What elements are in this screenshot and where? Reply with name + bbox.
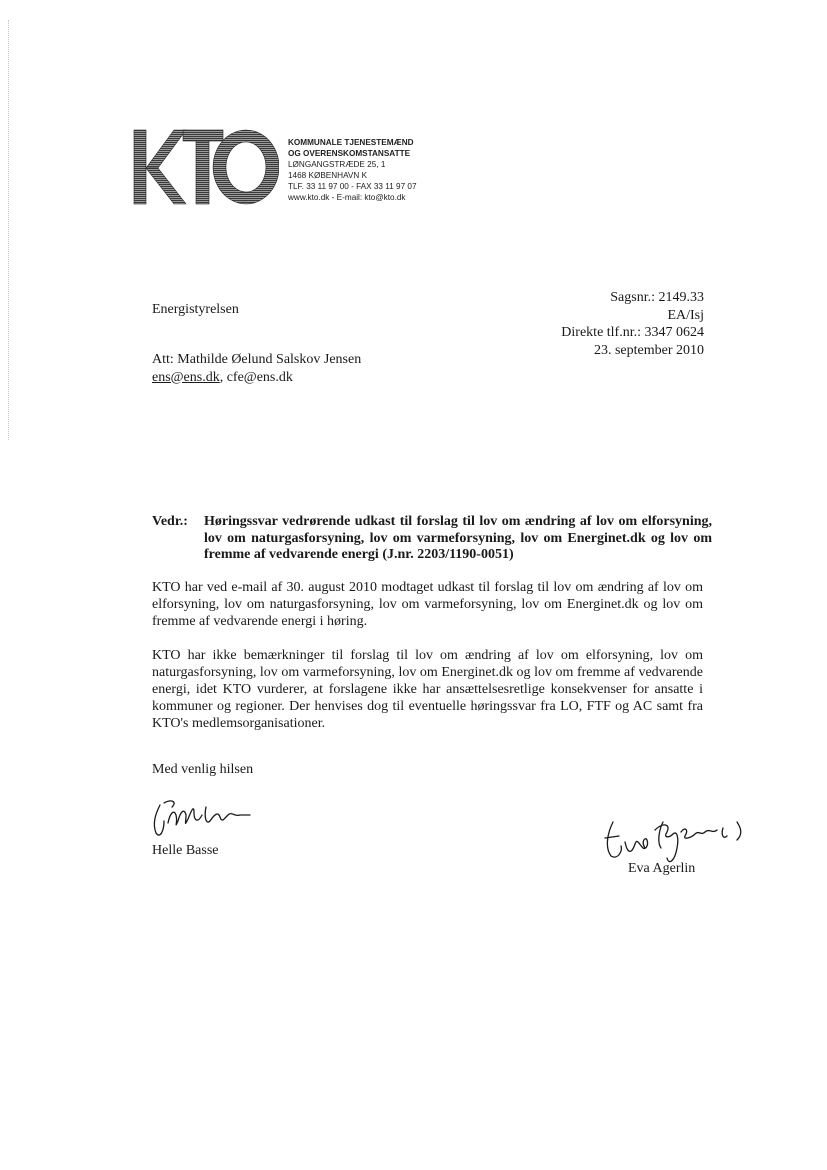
reference-block xyxy=(444,289,704,359)
letterhead-line: TLF. 33 11 97 00 - FAX 33 11 97 07 xyxy=(288,182,417,191)
attention-block xyxy=(152,351,361,386)
direct-phone: Direkte tlf.nr.: 3347 0624 xyxy=(561,325,704,340)
email-secondary: cfe@ens.dk xyxy=(226,369,293,385)
email-line xyxy=(152,369,361,387)
email-link[interactable]: ens@ens.dk xyxy=(152,369,220,385)
signatory-name: Helle Basse xyxy=(152,843,219,858)
initials: EA/Isj xyxy=(667,307,704,323)
subject-text: Høringssvar vedrørende udkast til forslag til lov om ændring af lov om elforsyning, lov om naturgasforsyning, lov om varmeforsyning, lov om Energinet.dk og lov om fremme af vedvarende energi (J.nr. 2203/1190-0051) xyxy=(204,514,712,562)
letterhead-line: KOMMUNALE TJENESTEMÆND xyxy=(288,138,414,147)
kto-logo xyxy=(133,128,279,208)
letter-date: 23. september 2010 xyxy=(593,342,704,358)
closing: Med venlig hilsen xyxy=(152,762,254,777)
signatory-name: Eva Agerlin xyxy=(628,861,696,876)
subject-label: Vedr.: xyxy=(152,514,188,529)
letterhead-line: OG OVERENSKOMSTANSATTE xyxy=(288,149,411,158)
attention-line: Att: Mathilde Øelund Salskov Jensen xyxy=(152,352,362,367)
subject-block xyxy=(152,514,712,564)
letterhead-address xyxy=(288,137,488,203)
recipient: Energistyrelsen xyxy=(152,302,239,317)
letterhead-line: 1468 KØBENHAVN K xyxy=(288,171,368,180)
case-number: Sagsnr.: 2149.33 xyxy=(610,290,704,305)
email-separator: , xyxy=(219,369,227,385)
body-paragraph: KTO har ved e-mail af 30. august 2010 modtaget udkast til forslag til lov om ændring af lov om elforsyning, lov om naturgasforsyning, lov om varmeforsyning, lov om Energinet.dk og lov om fremme af vedvarende energi i høring. xyxy=(152,580,703,629)
body-paragraph: KTO har ikke bemærkninger til forslag til lov om ændring af lov om elforsyning, lov om naturgasforsyning, lov om varmeforsyning, lov om Energinet.dk og lov om fremme af vedvarende energi, idet KTO vurderer, at forslagene ikke har ansættelsesretlige konsekvenser for ansatte i kommuner og regioner. Der henvises dog til eventuelle høringssvar fra LO, FTF og AC samt fra KTO's medlemsorganisationer. xyxy=(152,648,703,731)
signature-helle-basse xyxy=(148,793,252,843)
letterhead-line: LØNGANGSTRÆDE 25, 1 xyxy=(288,160,386,169)
scan-margin-line xyxy=(8,20,9,440)
letterhead-line: www.kto.dk - E-mail: kto@kto.dk xyxy=(288,193,406,202)
